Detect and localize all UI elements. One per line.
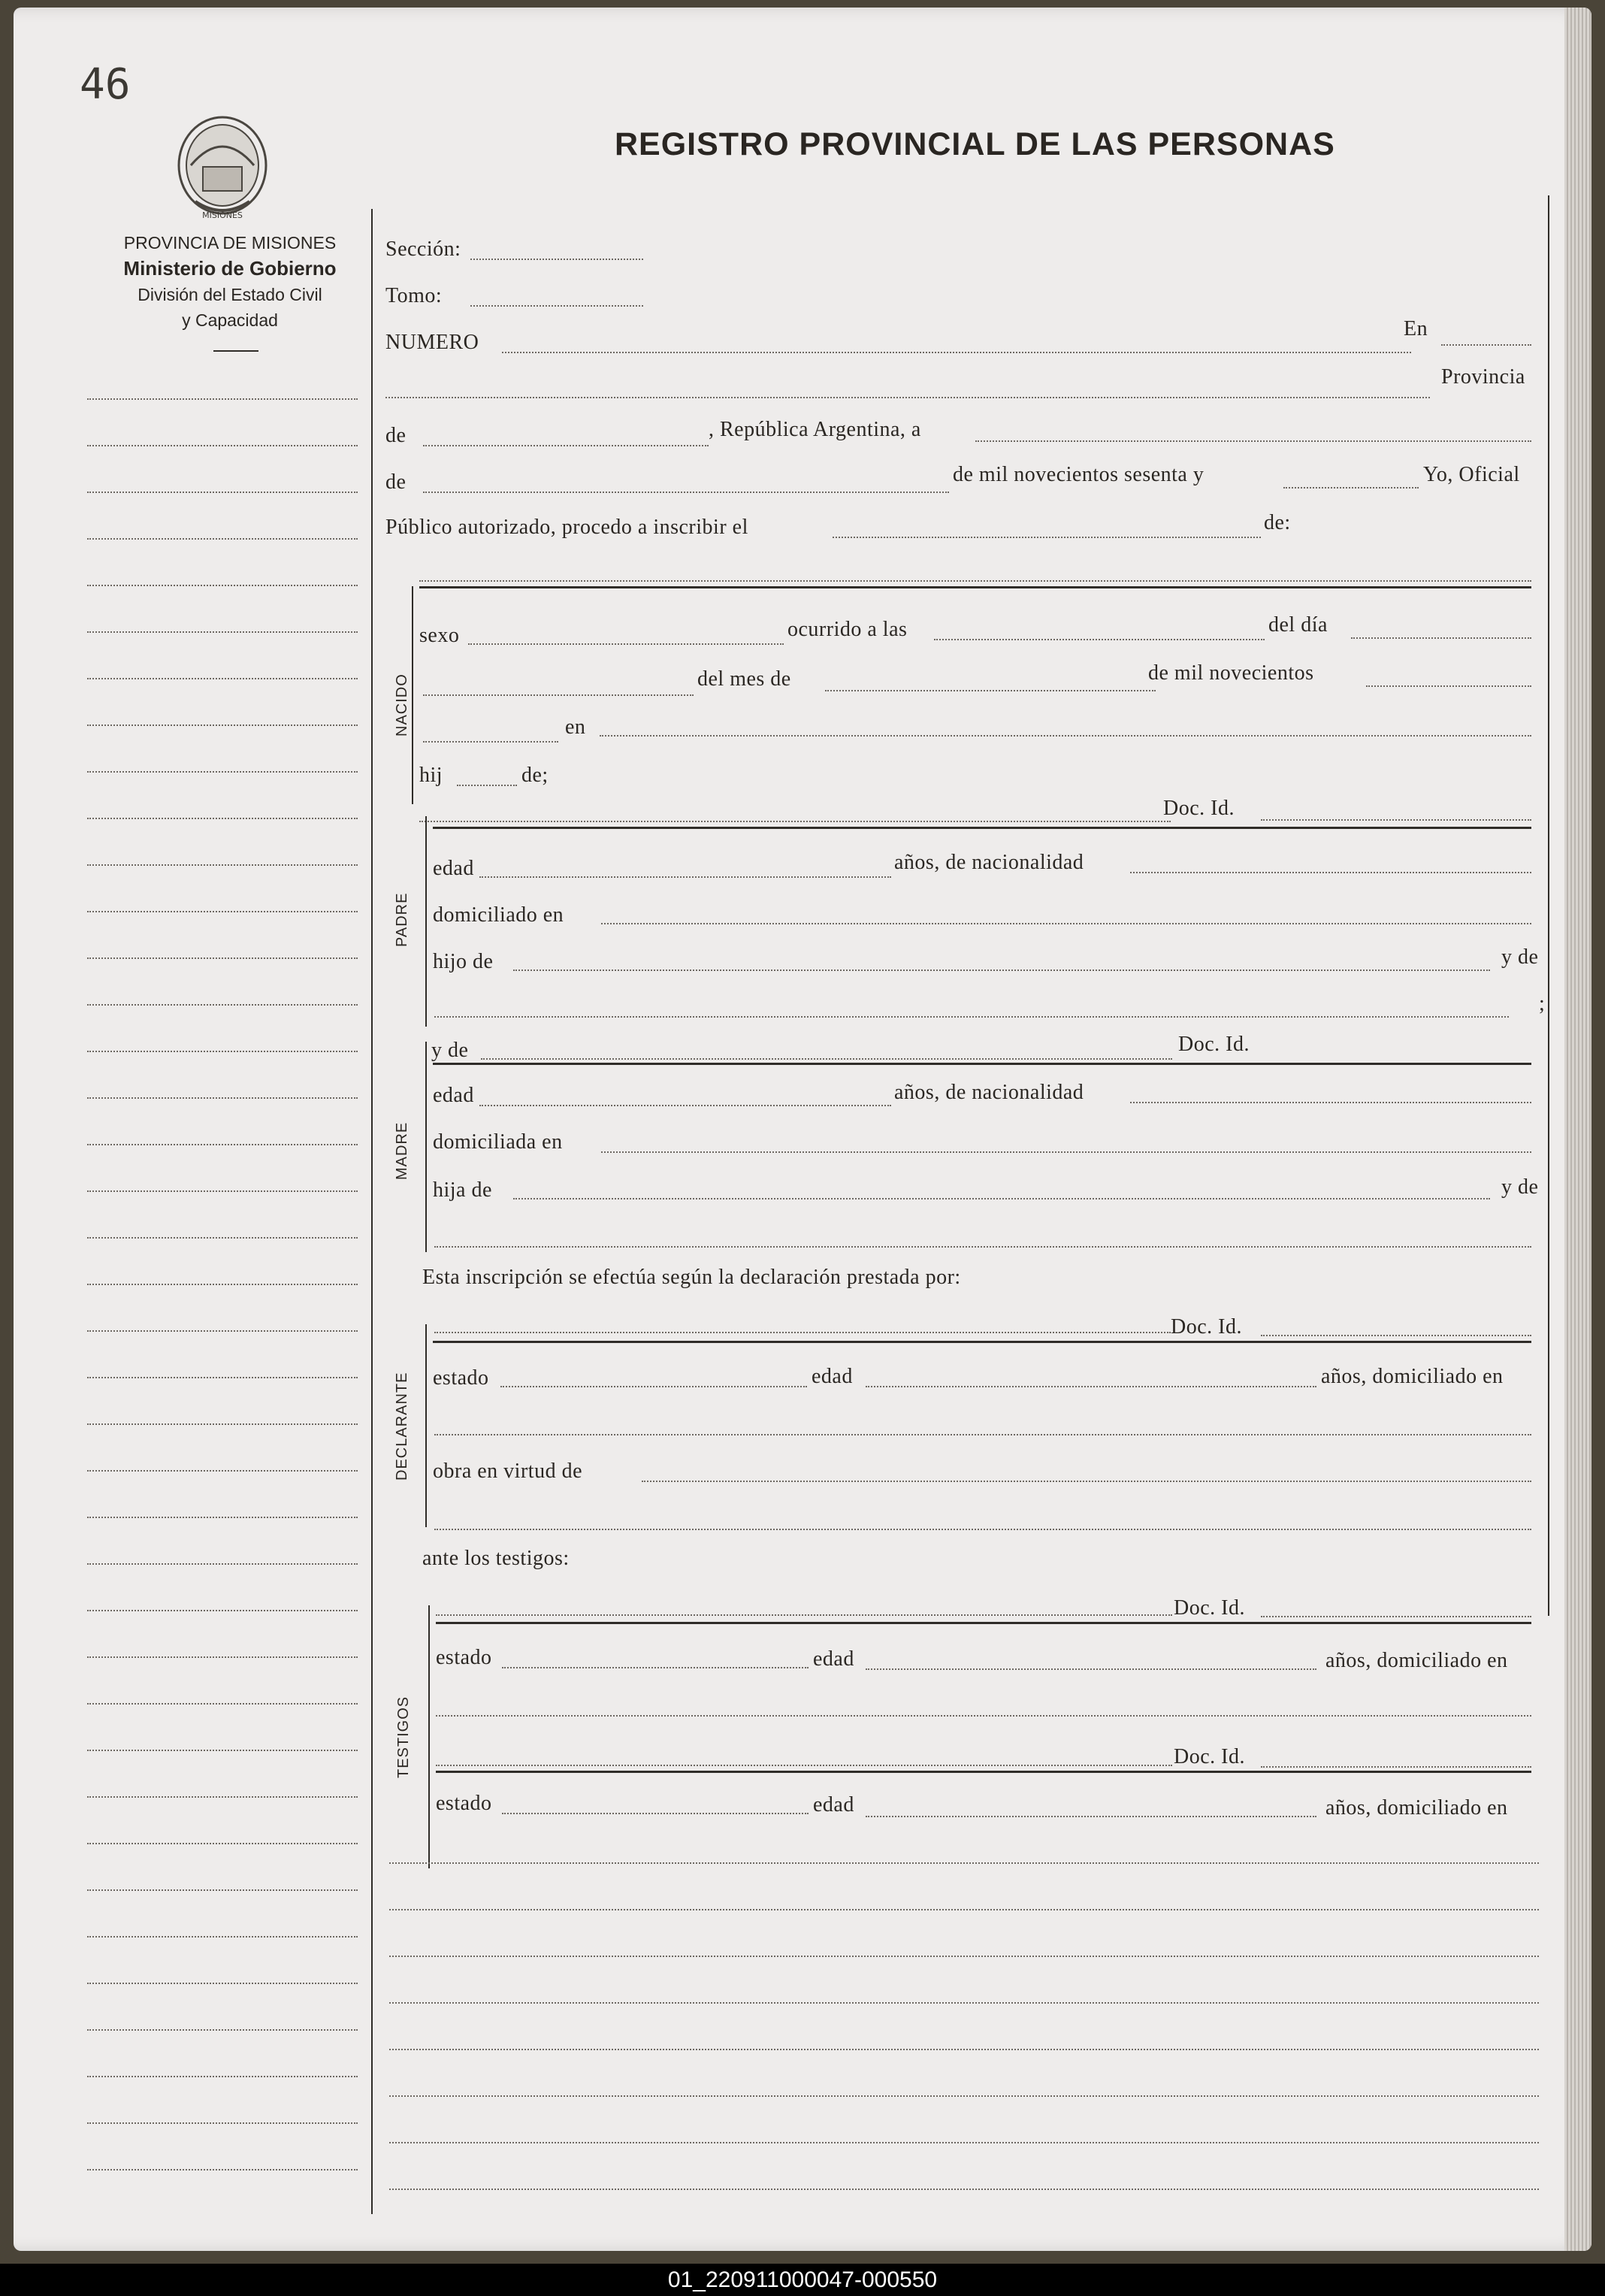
- seal-text: MISIONES: [202, 210, 243, 220]
- authority-province: PROVINCIA DE MISIONES: [123, 233, 337, 253]
- declarante-edad-field[interactable]: [866, 1386, 1316, 1387]
- testigo2-nombre-field[interactable]: [436, 1765, 1172, 1766]
- sexo-label: sexo: [419, 624, 460, 647]
- testigos-bracket: [428, 1605, 430, 1868]
- observaciones-line[interactable]: [389, 2002, 1539, 2004]
- de-colon-label: de:: [1264, 511, 1291, 534]
- padre-domicilio-field[interactable]: [601, 923, 1531, 924]
- publico-label: Público autorizado, procedo a inscribir el: [385, 516, 748, 539]
- del-mes-label: del mes de: [697, 667, 791, 691]
- observaciones-line[interactable]: [389, 1862, 1539, 1864]
- authority-divider: [213, 350, 258, 352]
- testigo2-domicilio-label: años, domiciliado en: [1325, 1796, 1508, 1820]
- margin-note-line[interactable]: [87, 1750, 358, 1751]
- yo-oficial-label: Yo, Oficial: [1423, 463, 1520, 486]
- testigo1-domicilio-field[interactable]: [436, 1715, 1531, 1717]
- padre-top-rule: [433, 827, 1531, 829]
- margin-note-line[interactable]: [87, 1144, 358, 1145]
- testigos-section-label: TESTIGOS: [395, 1696, 412, 1778]
- nacido-section-label: NACIDO: [394, 673, 410, 737]
- margin-note-line[interactable]: [87, 1097, 358, 1099]
- observaciones-line[interactable]: [389, 1909, 1539, 1910]
- madre-edad-label: edad: [433, 1084, 474, 1107]
- margin-note-line[interactable]: [87, 1237, 358, 1239]
- margin-note-line[interactable]: [87, 1423, 358, 1425]
- page-title: REGISTRO PROVINCIAL DE LAS PERSONAS: [615, 126, 1335, 162]
- margin-note-line[interactable]: [87, 1330, 358, 1332]
- padre-nacionalidad-field[interactable]: [1130, 872, 1531, 873]
- provincial-seal-icon: [173, 113, 272, 227]
- fecha-anio-field[interactable]: [1283, 487, 1419, 489]
- nombre-inscripto-field[interactable]: [419, 580, 1531, 582]
- declarante-domicilio-label: años, domiciliado en: [1321, 1365, 1504, 1388]
- sexo-field[interactable]: [468, 643, 784, 645]
- declarante-extra-field[interactable]: [434, 1529, 1531, 1530]
- page-number: 46: [80, 60, 131, 109]
- ante-testigos-text: ante los testigos:: [422, 1547, 570, 1570]
- testigo1-estado-label: estado: [436, 1646, 492, 1669]
- de-label-1: de: [385, 424, 407, 447]
- mil-sesenta-label: de mil novecientos sesenta y: [953, 463, 1205, 486]
- provincia-label: Provincia: [1441, 365, 1525, 389]
- margin-note-line[interactable]: [87, 1936, 358, 1938]
- lugar-pre-field[interactable]: [423, 741, 558, 743]
- margin-note-line[interactable]: [87, 1517, 358, 1518]
- authority-ministry: Ministerio de Gobierno: [123, 257, 337, 280]
- seccion-label: Sección:: [385, 237, 461, 261]
- madre-nacionalidad-field[interactable]: [1130, 1102, 1531, 1103]
- padre-nombre-field[interactable]: [419, 821, 1171, 822]
- padre-bracket: [425, 816, 427, 1027]
- testigo1-edad-field[interactable]: [866, 1668, 1316, 1670]
- declarante-nombre-field[interactable]: [434, 1332, 1171, 1333]
- margin-note-line[interactable]: [87, 2076, 358, 2077]
- margin-note-line[interactable]: [87, 1563, 358, 1565]
- republica-label: , República Argentina, a: [709, 418, 921, 441]
- declarante-bracket: [425, 1324, 427, 1527]
- margin-note-line[interactable]: [87, 818, 358, 819]
- testigo2-edad-label: edad: [813, 1793, 854, 1817]
- anio-nac-field[interactable]: [1366, 685, 1531, 687]
- tomo-label: Tomo:: [385, 284, 443, 307]
- en-nacido-label: en: [565, 715, 586, 739]
- margin-note-line[interactable]: [87, 1656, 358, 1658]
- del-dia-label: del día: [1268, 613, 1328, 637]
- declarante-estado-field[interactable]: [500, 1386, 807, 1387]
- tomo-field[interactable]: [470, 305, 643, 307]
- declarante-domicilio-field[interactable]: [434, 1434, 1531, 1435]
- madre-abuelo-field[interactable]: [513, 1198, 1490, 1199]
- padre-abuela-field[interactable]: [434, 1016, 1509, 1018]
- madre-y-de-label: y de: [1501, 1175, 1539, 1199]
- padre-nacionalidad-label: años, de nacionalidad: [894, 851, 1084, 874]
- fecha-mes-field[interactable]: [423, 492, 949, 493]
- declarante-edad-label: edad: [812, 1365, 853, 1388]
- right-margin-rule: [1548, 195, 1549, 1616]
- testigo1-estado-field[interactable]: [502, 1667, 809, 1668]
- left-margin-rule: [371, 209, 373, 2214]
- madre-edad-field[interactable]: [479, 1105, 891, 1106]
- margin-note-line[interactable]: [87, 492, 358, 493]
- margin-note-line[interactable]: [87, 2122, 358, 2124]
- padre-doc-label: Doc. Id.: [1163, 797, 1235, 820]
- testigo2-top-rule: [436, 1771, 1531, 1773]
- margin-note-line[interactable]: [87, 911, 358, 912]
- document-page: [14, 8, 1591, 2251]
- declarante-top-rule: [433, 1341, 1531, 1343]
- margin-note-line[interactable]: [87, 1470, 358, 1472]
- madre-y-de-label: y de: [431, 1039, 469, 1062]
- margin-note-line[interactable]: [87, 1983, 358, 1984]
- mil-novecientos-label: de mil novecientos: [1148, 661, 1314, 685]
- margin-note-line[interactable]: [87, 771, 358, 773]
- declarante-section-label: DECLARANTE: [394, 1372, 410, 1481]
- padre-edad-label: edad: [433, 857, 474, 880]
- fecha-dia-field[interactable]: [975, 440, 1531, 442]
- nacido-top-rule: [419, 586, 1531, 588]
- margin-note-line[interactable]: [87, 864, 358, 866]
- scan-id-footer: 01_220911000047-000550: [0, 2264, 1605, 2296]
- padre-y-de-label: y de: [1501, 945, 1539, 969]
- margin-note-line[interactable]: [87, 1377, 358, 1378]
- declarante-obra-field[interactable]: [642, 1481, 1531, 1482]
- testigo2-estado-field[interactable]: [502, 1813, 809, 1814]
- margin-note-line[interactable]: [87, 1610, 358, 1611]
- padre-hijo-de-label: hijo de: [433, 950, 494, 973]
- authority-division: División del Estado Civil: [138, 285, 322, 304]
- hij-label: hij: [419, 764, 443, 787]
- margin-note-line[interactable]: [87, 2169, 358, 2170]
- margin-note-line[interactable]: [87, 1796, 358, 1798]
- ocurrido-label: ocurrido a las: [787, 618, 908, 641]
- madre-domicilio-field[interactable]: [601, 1151, 1531, 1153]
- madre-nacionalidad-label: años, de nacionalidad: [894, 1081, 1084, 1104]
- observaciones-line[interactable]: [389, 2142, 1539, 2143]
- declarante-obra-label: obra en virtud de: [433, 1460, 582, 1483]
- madre-top-rule: [433, 1063, 1531, 1065]
- numero-field[interactable]: [502, 352, 1411, 353]
- madre-bracket: [425, 1042, 427, 1252]
- testigo2-estado-label: estado: [436, 1792, 492, 1815]
- margin-note-line[interactable]: [87, 631, 358, 633]
- margin-note-line[interactable]: [87, 585, 358, 586]
- testigo1-nombre-field[interactable]: [436, 1614, 1172, 1616]
- hij-de-label: de;: [521, 764, 549, 787]
- numero-label: NUMERO: [385, 331, 479, 354]
- padre-domicilio-label: domiciliado en: [433, 903, 564, 927]
- testigo1-doc-field[interactable]: [1261, 1616, 1531, 1617]
- testigo2-doc-label: Doc. Id.: [1174, 1745, 1245, 1768]
- madre-nombre-field[interactable]: [481, 1058, 1172, 1060]
- madre-section-label: MADRE: [394, 1121, 410, 1180]
- margin-note-line[interactable]: [87, 1004, 358, 1006]
- en-label: En: [1404, 317, 1428, 340]
- padre-semicolon: ;: [1539, 992, 1546, 1015]
- hora-field[interactable]: [934, 639, 1265, 640]
- dia-field[interactable]: [1351, 637, 1531, 639]
- declaracion-text: Esta inscripción se efectúa según la declaración prestada por:: [422, 1266, 961, 1289]
- observaciones-line[interactable]: [389, 1956, 1539, 1957]
- testigo2-edad-field[interactable]: [866, 1816, 1316, 1817]
- testigo1-doc-label: Doc. Id.: [1174, 1596, 1245, 1620]
- padre-abuelo-field[interactable]: [513, 970, 1490, 971]
- page-edge: [1564, 8, 1591, 2251]
- lugar-field[interactable]: [385, 397, 1430, 398]
- lugar-nacimiento-field[interactable]: [600, 735, 1531, 737]
- margin-note-line[interactable]: [87, 1051, 358, 1052]
- authority-capacity: y Capacidad: [182, 310, 278, 330]
- madre-hija-de-label: hija de: [433, 1178, 492, 1202]
- issuing-authority: [87, 230, 373, 333]
- madre-domicilio-label: domiciliada en: [433, 1130, 563, 1154]
- observaciones-line[interactable]: [389, 2189, 1539, 2190]
- margin-note-line[interactable]: [87, 1284, 358, 1285]
- de-label-2: de: [385, 470, 407, 494]
- testigo2-doc-field[interactable]: [1261, 1766, 1531, 1768]
- declarante-doc-label: Doc. Id.: [1171, 1315, 1242, 1339]
- seccion-field[interactable]: [470, 259, 643, 260]
- madre-abuela-field[interactable]: [434, 1246, 1531, 1248]
- mes-field[interactable]: [825, 690, 1156, 691]
- margin-note-line[interactable]: [87, 538, 358, 540]
- margin-note-line[interactable]: [87, 724, 358, 726]
- margin-note-line[interactable]: [87, 398, 358, 400]
- margin-note-line[interactable]: [87, 1843, 358, 1844]
- margin-note-line[interactable]: [87, 957, 358, 959]
- en-field[interactable]: [1441, 344, 1531, 346]
- inscripcion-tipo-field[interactable]: [833, 537, 1261, 538]
- margin-note-line[interactable]: [87, 1703, 358, 1705]
- testigo1-domicilio-label: años, domiciliado en: [1325, 1649, 1508, 1672]
- ciudad-field[interactable]: [423, 445, 709, 446]
- hij-field[interactable]: [457, 785, 517, 786]
- testigo1-top-rule: [436, 1622, 1531, 1624]
- padre-section-label: PADRE: [394, 892, 410, 947]
- observaciones-line[interactable]: [389, 2095, 1539, 2097]
- margin-note-line[interactable]: [87, 2029, 358, 2031]
- padre-doc-field[interactable]: [1261, 819, 1531, 821]
- nacido-bracket: [412, 586, 413, 804]
- declarante-estado-label: estado: [433, 1366, 489, 1390]
- margin-note-line[interactable]: [87, 445, 358, 446]
- declarante-doc-field[interactable]: [1261, 1335, 1531, 1336]
- madre-doc-label: Doc. Id.: [1178, 1033, 1250, 1056]
- padre-edad-field[interactable]: [479, 876, 891, 878]
- dia-letras-field[interactable]: [423, 694, 694, 696]
- margin-note-line[interactable]: [87, 1889, 358, 1891]
- margin-note-line[interactable]: [87, 678, 358, 679]
- testigo1-edad-label: edad: [813, 1647, 854, 1671]
- margin-note-line[interactable]: [87, 1190, 358, 1192]
- observaciones-line[interactable]: [389, 2049, 1539, 2050]
